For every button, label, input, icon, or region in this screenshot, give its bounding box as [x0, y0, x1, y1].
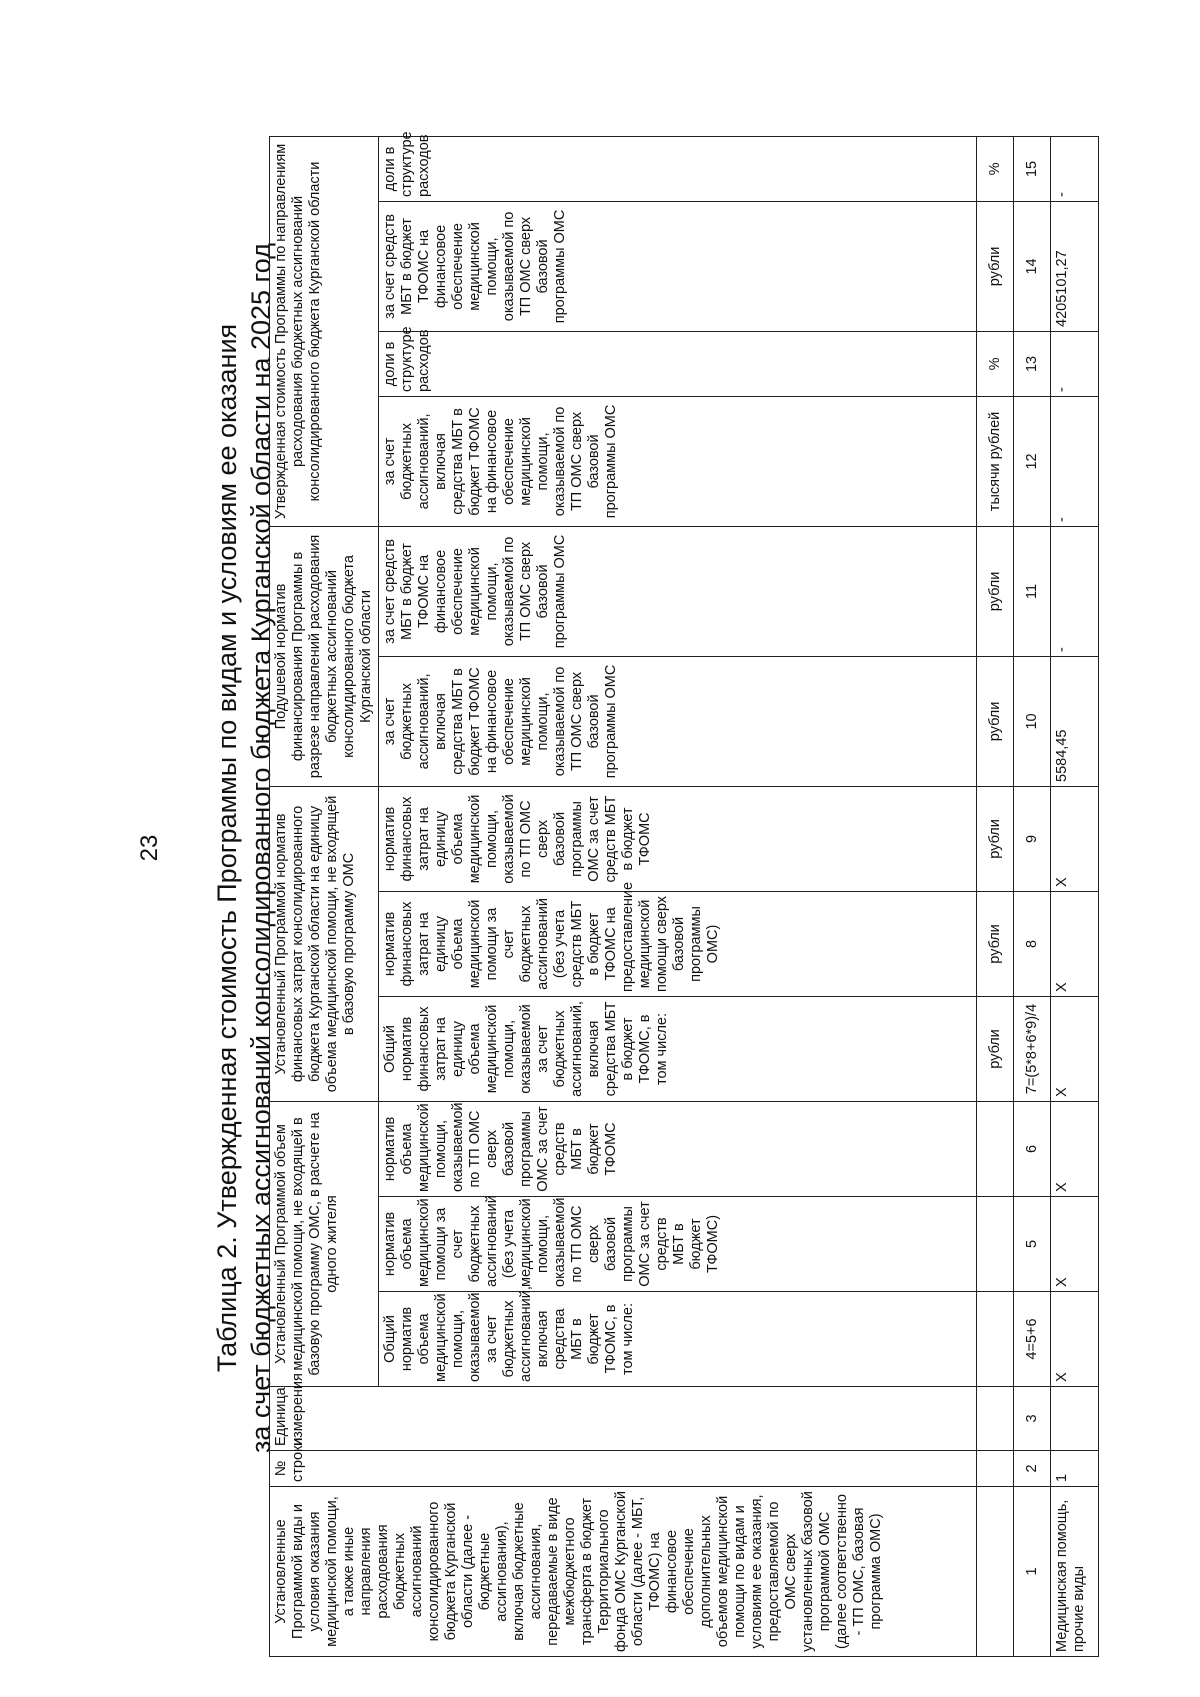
page-title: [210, 68, 278, 1628]
column-number: 14: [1014, 201, 1051, 331]
units-row: [977, 136, 1014, 1656]
table-cell: -: [1051, 526, 1099, 656]
table-cell: X: [1051, 1197, 1099, 1292]
column-numbers-row: [1014, 136, 1051, 1656]
unit-cell: рубли: [977, 526, 1014, 656]
table-cell: X: [1051, 1292, 1099, 1387]
cost-table-container: [269, 131, 1099, 1657]
table-cell: X: [1051, 1101, 1099, 1196]
header-group-volume: Установленный Программой объем медицинской помощи, не входящей в базовую программу ОМС, в расчете на одного жителя: [270, 1101, 379, 1386]
column-number: 6: [1014, 1101, 1051, 1196]
unit-cell: рубли: [977, 891, 1014, 996]
column-number: 12: [1014, 396, 1051, 526]
column-number: 5: [1014, 1197, 1051, 1292]
header-group-cost-norm: Установленный Программой норматив финансовых затрат консолидированного бюджета Курганской области на единицу объема медицинской помощи, не входящей в базовую программу ОМС: [270, 786, 379, 1101]
header-c3: Единица измерения: [270, 1387, 977, 1451]
table-cell: X: [1051, 891, 1099, 996]
title-line-2: за счет бюджетных ассигнований консолидированного бюджета Курганской области на 2025 год: [246, 243, 276, 1453]
column-number: 13: [1014, 331, 1051, 396]
header-c1: Установленные Программой виды и условия оказания медицинской помощи, а также иные направления расходования бюджетных ассигнований консолидированного бюджета Курганской области (далее - бюджетные ассигнования), включая бюджетные ассигнования, передаваемые в виде межбюджетного трансферта в бюджет Территориального фонда ОМС Курганской области (далее - МБТ, ТФОМС) на финансовое обеспечение дополнительных объемов медицинской помощи по видам и условиям ее оказания, предоставляемой по ОМС сверх установленных базовой программой ОМС (далее соответственно - ТП ОМС, базовая программа ОМС): [270, 1487, 977, 1657]
table-cell: [1051, 1387, 1099, 1451]
header-c4: Общий норматив объема медицинской помощи, оказываемой за счет бюджетных ассигнований, включая средства МБТ в бюджет ТФОМС, в том числе:: [379, 1292, 977, 1387]
unit-cell: рубли: [977, 786, 1014, 891]
header-c11: за счет средств МБТ в бюджет ТФОМС на финансовое обеспечение медицинской помощи, оказываемой по ТП ОМС сверх базовой программы ОМС: [379, 526, 977, 656]
column-number: 3: [1014, 1387, 1051, 1451]
unit-cell: [977, 1101, 1014, 1196]
header-c9: норматив финансовых затрат на единицу объема медицинской помощи, оказываемой по ТП ОМС сверх базовой программы ОМС за счет средств МБТ в бюджет ТФОМС: [379, 786, 977, 891]
header-c15: доли в структуре расходов: [379, 136, 977, 201]
unit-cell: %: [977, 331, 1014, 396]
table-cell: 1: [1051, 1451, 1099, 1487]
row-label: Медицинская помощь, прочие виды: [1051, 1487, 1099, 1657]
header-group-per-capita: Подушевой норматив финансирования Программы в разрезе направлений расходования бюджетных ассигнований консолидированного бюджета Курганской области: [270, 526, 379, 786]
table-cell: 5584,45: [1051, 656, 1099, 786]
unit-cell: [977, 1487, 1014, 1657]
header-c5: норматив объема медицинской помощи за счет бюджетных ассигнований (без учета медицинской помощи, оказываемой по ТП ОМС сверх базовой программы ОМС за счет средств МБТ в бюджет ТФОМС): [379, 1197, 977, 1292]
column-number: 9: [1014, 786, 1051, 891]
unit-cell: рубли: [977, 201, 1014, 331]
header-c7: Общий норматив финансовых затрат на единицу объема медицинской помощи, оказываемой за счет бюджетных ассигнований, включая средства МБТ в бюджет ТФОМС, в том числе:: [379, 996, 977, 1101]
cost-table: [269, 131, 1099, 1657]
unit-cell: рубли: [977, 656, 1014, 786]
column-number: 4=5+6: [1014, 1292, 1051, 1387]
unit-cell: тысячи рублей: [977, 396, 1014, 526]
column-number: 7=(5*8+6*9)/4: [1014, 996, 1051, 1101]
column-number: 15: [1014, 136, 1051, 201]
header-c2: № строки: [270, 1451, 977, 1487]
title-line-1: Таблица 2. Утвержденная стоимость Программы по видам и условиям ее оказания: [212, 323, 242, 1373]
column-number: 10: [1014, 656, 1051, 786]
unit-cell: рубли: [977, 996, 1014, 1101]
page-number: 23: [136, 834, 163, 862]
header-group-approved-cost: Утвержденная стоимость Программы по направлениям расходования бюджетных ассигнований консолидированного бюджета Курганской области: [270, 136, 379, 526]
header-c14: за счет средств МБТ в бюджет ТФОМС на финансовое обеспечение медицинской помощи, оказываемой по ТП ОМС сверх базовой программы ОМС: [379, 201, 977, 331]
unit-cell: [977, 1197, 1014, 1292]
column-number: 11: [1014, 526, 1051, 656]
table-cell: -: [1051, 396, 1099, 526]
table-cell: X: [1051, 786, 1099, 891]
table-cell: X: [1051, 996, 1099, 1101]
column-number: 1: [1014, 1487, 1051, 1657]
header-c6: норматив объема медицинской помощи, оказываемой по ТП ОМС сверх базовой программы ОМС за счет средств МБТ в бюджет ТФОМС: [379, 1101, 977, 1196]
header-c10: за счет бюджетных ассигнований, включая средства МБТ в бюджет ТФОМС на финансовое обеспечение медицинской помощи, оказываемой по ТП ОМС сверх базовой программы ОМС: [379, 656, 977, 786]
column-number: 8: [1014, 891, 1051, 996]
unit-cell: [977, 1387, 1014, 1451]
column-number: 2: [1014, 1451, 1051, 1487]
table-row: [1051, 136, 1099, 1656]
unit-cell: [977, 1292, 1014, 1387]
header-c12: за счет бюджетных ассигнований, включая средства МБТ в бюджет ТФОМС на финансовое обеспечение медицинской помощи, оказываемой по ТП ОМС сверх базовой программы ОМС: [379, 396, 977, 526]
table-cell: -: [1051, 136, 1099, 201]
unit-cell: %: [977, 136, 1014, 201]
table-cell: 4205101,27: [1051, 201, 1099, 331]
header-c8: норматив финансовых затрат на единицу объема медицинской помощи за счет бюджетных ассигнований (без учета средств МБТ в бюджет ТФОМС на предоставление медицинской помощи сверх базовой программы ОМС): [379, 891, 977, 996]
table-cell: -: [1051, 331, 1099, 396]
unit-cell: [977, 1451, 1014, 1487]
header-row-groups: [270, 136, 379, 1656]
header-c13: доли в структуре расходов: [379, 331, 977, 396]
